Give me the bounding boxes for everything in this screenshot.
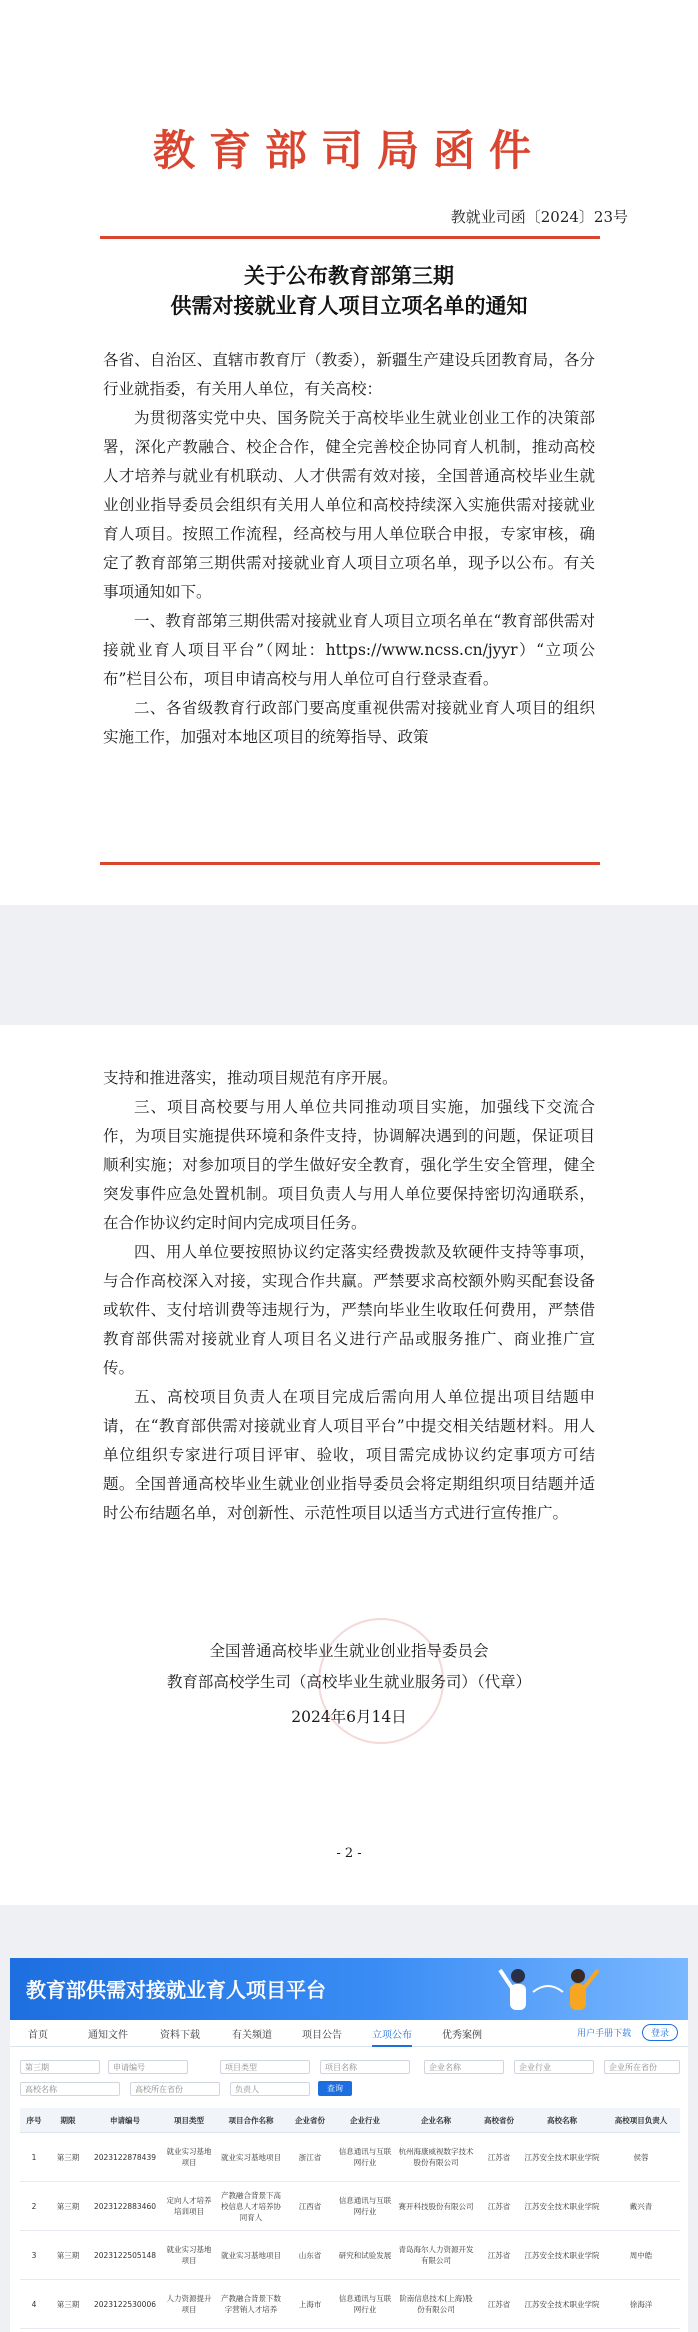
col-company-industry: 企业行业	[334, 2108, 396, 2133]
tab-notices[interactable]: 通知文件	[88, 2030, 128, 2041]
cell-index: 2	[20, 2182, 48, 2231]
cell-index: 4	[20, 2280, 48, 2329]
application-number-input[interactable]: 申请编号	[108, 2060, 188, 2074]
letter-page-1	[0, 0, 698, 905]
leader-input[interactable]: 负责人	[230, 2082, 310, 2096]
cell-school-name: 江苏安全技术职业学院	[522, 2280, 602, 2329]
signature-org: 全国普通高校毕业生就业创业指导委员会	[209, 1642, 489, 1660]
cell-period: 第三期	[48, 2231, 88, 2280]
period-select[interactable]: 第三期	[20, 2060, 100, 2074]
cell-period: 第三期	[48, 2182, 88, 2231]
paragraph-item-5: 五、高校项目负责人在项目完成后需向用人单位提出项目结题申请，在“教育部供需对接就业育人项目平台”中提交相关结题材料。用人单位组织专家进行项目评审、验收，项目需完成协议约定事项方可结题。全国普通高校毕业生就业创业指导委员会将定期组织项目结题并适时公布结题名单，对创新性、示范性项目以适当方式进行宣传推广。	[103, 1388, 595, 1522]
notice-title-line2: 供需对接就业育人项目立项名单的通知	[170, 293, 528, 318]
cell-period: 第三期	[48, 2133, 88, 2182]
cell-app-number: 2023122505148	[88, 2231, 162, 2280]
cell-company-industry: 信息通讯与互联网行业	[334, 2182, 396, 2231]
nav-user-area	[577, 2024, 678, 2041]
cell-project-type: 就业实习基地项目	[162, 2231, 216, 2280]
cell-company-province: 江西省	[286, 2182, 334, 2231]
cell-index: 3	[20, 2231, 48, 2280]
footer-divider	[100, 862, 600, 865]
company-industry-select[interactable]: 企业行业	[514, 2060, 594, 2074]
company-province-select[interactable]: 企业所在省份	[604, 2060, 680, 2074]
login-button[interactable]: 登录	[642, 2024, 678, 2041]
paragraph-item-3: 三、项目高校要与用人单位共同推动项目实施，加强线下交流合作，为项目实施提供环境和条件支持，协调解决遇到的问题，保证项目顺利实施；对参加项目的学生做好安全教育，强化学生安全管理，健全突发事件应急处置机制。项目负责人与用人单位要保持密切沟通联系，在合作协议约定时间内完成项目任务。	[103, 1098, 595, 1232]
tab-cases[interactable]: 优秀案例	[442, 2030, 482, 2041]
cell-school-name: 江苏安全技术职业学院	[522, 2182, 602, 2231]
cell-company-industry: 信息通讯与互联网行业	[334, 2280, 396, 2329]
cell-project-name: 产教融合背景下数字营销人才培养	[216, 2280, 286, 2329]
col-period: 期限	[48, 2108, 88, 2133]
cell-project-type: 人力资源提升项目	[162, 2280, 216, 2329]
cell-app-number: 2023122530006	[88, 2280, 162, 2329]
cell-company-name: 青岛海尔人力资源开发有限公司	[396, 2231, 476, 2280]
cell-index: 1	[20, 2133, 48, 2182]
cell-school-province: 江苏省	[476, 2231, 522, 2280]
col-company-province: 企业省份	[286, 2108, 334, 2133]
platform-banner	[10, 1958, 688, 2020]
paragraph-item-1: 一、教育部第三期供需对接就业育人项目立项名单在“教育部供需对接就业育人项目平台”（网址：https://www.ncss.cn/jyyr）“立项公布”栏目公布，项目申请高校与用人单位可自行登录查看。	[103, 612, 595, 688]
cell-company-name: 阶南信息技术(上海)股份有限公司	[396, 2280, 476, 2329]
project-name-input[interactable]: 项目名称	[320, 2060, 410, 2074]
filter-panel	[20, 2054, 680, 2104]
letterhead-title: 教育部司局函件	[152, 126, 545, 175]
paragraph-intro: 为贯彻落实党中央、国务院关于高校毕业生就业创业工作的决策部署，深化产教融合、校企合作，健全完善校企协同育人机制，推动高校人才培养与就业有机联动、人才供需有效对接，全国普通高校毕业生就业创业指导委员会组织有关用人单位和高校持续深入实施供需对接就业育人项目。按照工作流程，经高校与用人单位联合申报，专家审核，确定了教育部第三期供需对接就业育人项目立项名单，现予以公布。有关事项通知如下。	[103, 409, 595, 601]
col-index: 序号	[20, 2108, 48, 2133]
col-school-province: 高校省份	[476, 2108, 522, 2133]
cell-company-industry: 研究和试验发展	[334, 2231, 396, 2280]
cell-app-number: 2023122878439	[88, 2133, 162, 2182]
col-company-name: 企业名称	[396, 2108, 476, 2133]
tab-project-notice[interactable]: 项目公告	[302, 2030, 342, 2041]
cell-period: 第三期	[48, 2280, 88, 2329]
paragraph-item-4: 四、用人单位要按照协议约定落实经费拨款及软硬件支持等事项，与合作高校深入对接，实现合作共赢。严禁要求高校额外购买配套设备或软件、支付培训费等违规行为，严禁向毕业生收取任何费用，严禁借教育部供需对接就业育人项目名义进行产品或服务推广、商业推广宣传。	[103, 1243, 595, 1377]
cell-leader: 戴兴青	[602, 2182, 680, 2231]
salutation: 各省、自治区、直辖市教育厅（教委），新疆生产建设兵团教育局，各分行业就指委，有关用人单位，有关高校：	[103, 351, 595, 398]
cell-leader: 徐海洋	[602, 2280, 680, 2329]
col-app-number: 申请编号	[88, 2108, 162, 2133]
cell-project-type: 定向人才培养培训项目	[162, 2182, 216, 2231]
tab-home[interactable]: 首页	[28, 2030, 48, 2041]
company-name-input[interactable]: 企业名称	[424, 2060, 504, 2074]
platform-title: 教育部供需对接就业育人项目平台	[26, 1978, 326, 2002]
approved-projects-table	[20, 2108, 680, 2329]
cell-company-industry: 信息通讯与互联网行业	[334, 2133, 396, 2182]
cell-company-province: 上海市	[286, 2280, 334, 2329]
platform-screenshot	[10, 1958, 688, 2332]
signature-dept: 教育部高校学生司（高校毕业生就业服务司）（代章）	[166, 1673, 532, 1691]
cell-leader: 侯蓉	[602, 2133, 680, 2182]
document-number: 教就业司函〔2024〕23号	[450, 208, 628, 226]
tab-downloads[interactable]: 资料下载	[160, 2030, 200, 2041]
cell-company-province: 浙江省	[286, 2133, 334, 2182]
page-number: - 2 -	[336, 1846, 362, 1861]
table-row[interactable]	[20, 2133, 680, 2182]
cell-project-name: 产教融合背景下高校信息人才培养协同育人	[216, 2182, 286, 2231]
cell-school-province: 江苏省	[476, 2133, 522, 2182]
cell-school-name: 江苏安全技术职业学院	[522, 2133, 602, 2182]
cell-project-name: 就业实习基地项目	[216, 2133, 286, 2182]
cell-leader: 周中皓	[602, 2231, 680, 2280]
tab-channels[interactable]: 有关频道	[232, 2030, 272, 2041]
table-header-row	[20, 2108, 680, 2133]
school-name-input[interactable]: 高校名称	[20, 2082, 120, 2096]
cell-school-name: 江苏安全技术职业学院	[522, 2231, 602, 2280]
table-row[interactable]	[20, 2182, 680, 2231]
cell-project-type: 就业实习基地项目	[162, 2133, 216, 2182]
user-manual-link[interactable]: 用户手册下载	[577, 2029, 632, 2039]
letterhead-divider	[100, 236, 600, 239]
cell-app-number: 2023122883460	[88, 2182, 162, 2231]
notice-title-line1: 关于公布教育部第三期	[244, 263, 454, 288]
col-project-name: 项目合作名称	[216, 2108, 286, 2133]
school-province-select[interactable]: 高校所在省份	[130, 2082, 220, 2096]
notice-body-1	[103, 346, 595, 752]
cell-school-province: 江苏省	[476, 2182, 522, 2231]
cell-company-province: 山东省	[286, 2231, 334, 2280]
cell-project-name: 就业实习基地项目	[216, 2231, 286, 2280]
notice-body-2	[103, 1064, 595, 1528]
col-leader: 高校项目负责人	[602, 2108, 680, 2133]
col-project-type: 项目类型	[162, 2108, 216, 2133]
signature-date: 2024年6月14日	[291, 1708, 407, 1726]
cell-school-province: 江苏省	[476, 2280, 522, 2329]
paragraph-item-2-end: 支持和推进落实，推动项目规范有序开展。	[103, 1069, 398, 1087]
query-button[interactable]: 查询	[318, 2081, 352, 2096]
col-school-name: 高校名称	[522, 2108, 602, 2133]
table-row[interactable]	[20, 2231, 680, 2280]
paragraph-item-2-start: 二、各省级教育行政部门要高度重视供需对接就业育人项目的组织实施工作，加强对本地区项目的统筹指导、政策	[103, 699, 595, 746]
cell-company-name: 杭州海康威视数字技术股份有限公司	[396, 2133, 476, 2182]
celebration-illustration-icon	[478, 1962, 628, 2020]
project-type-select[interactable]: 项目类型	[220, 2060, 310, 2074]
tab-approved-list[interactable]: 立项公布	[372, 2026, 412, 2047]
cell-company-name: 赛开科技股份有限公司	[396, 2182, 476, 2231]
table-row[interactable]	[20, 2280, 680, 2329]
main-nav	[10, 2020, 688, 2047]
